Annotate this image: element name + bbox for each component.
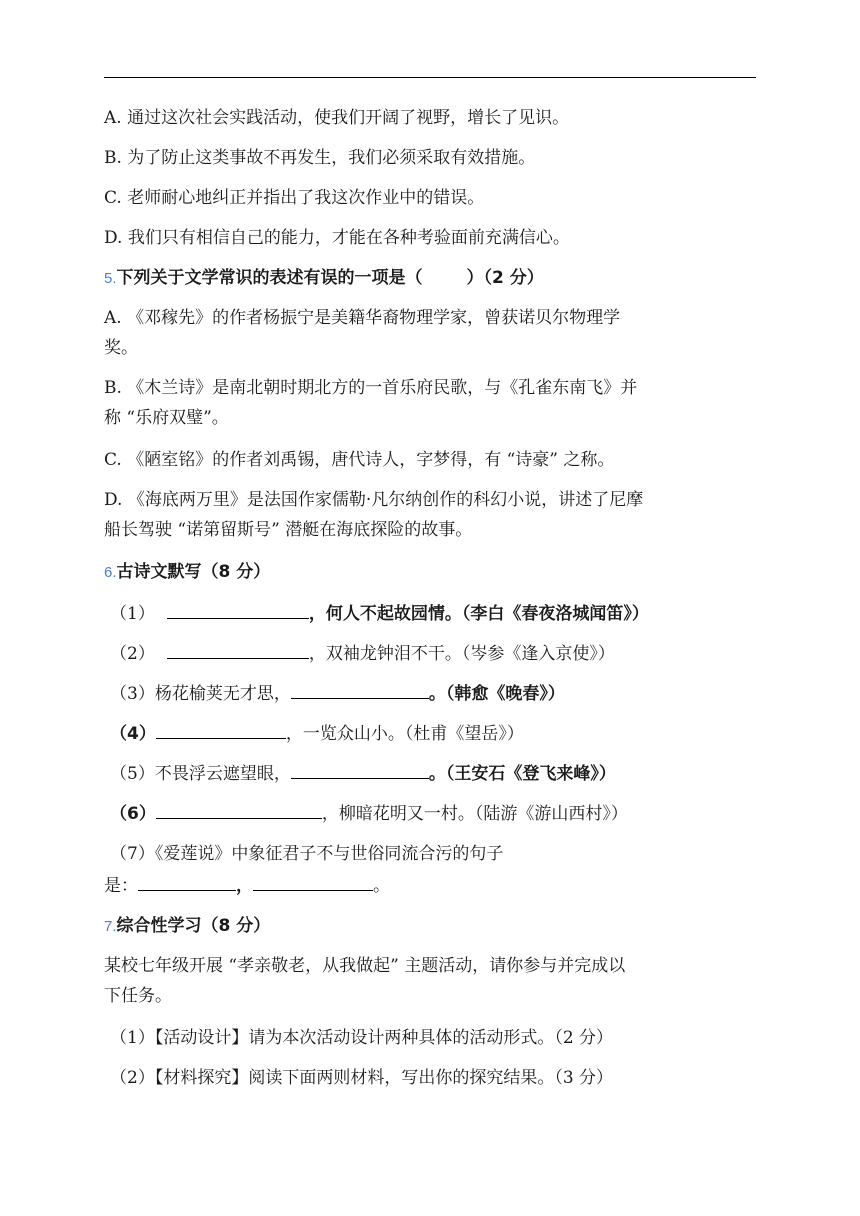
q6-item-3-post: 。（韩愈《晚春》） — [428, 684, 565, 704]
q6-item-1 — [110, 600, 649, 626]
q6-item-6-blank[interactable] — [156, 800, 322, 819]
q5-heading — [104, 266, 544, 291]
q5-option-b-line1: B. 《木兰诗》是南北朝时期北方的一首乐府民歌，与《孔雀东南飞》并 — [104, 378, 638, 398]
q6-item-4-post: ，一览众山小。（杜甫《望岳》） — [285, 724, 524, 744]
q6-item-3-label: （3） — [110, 684, 155, 704]
q7-intro-line2: 下任务。 — [104, 986, 172, 1006]
q6-item-6-label: （6） — [110, 804, 156, 824]
q6-item-7-end: 。 — [373, 876, 390, 896]
q6-item-4 — [110, 720, 524, 746]
q6-item-7-blank-1[interactable] — [138, 872, 236, 891]
q6-title: 古诗文默写（8 分） — [116, 562, 271, 582]
q6-item-1-blank[interactable] — [167, 600, 309, 619]
q5-option-a-line1: A. 《邓稼先》的作者杨振宁是美籍华裔物理学家，曾获诺贝尔物理学 — [104, 308, 621, 328]
q6-item-4-blank[interactable] — [156, 720, 286, 739]
q7-task-1: （1）【活动设计】请为本次活动设计两种具体的活动形式。（2 分） — [110, 1028, 614, 1048]
q6-item-7-line2 — [104, 872, 390, 898]
q6-item-2-blank[interactable] — [167, 640, 309, 659]
q7-heading — [104, 914, 270, 939]
q6-number: 6. — [104, 564, 117, 581]
q5-option-d-line1: D. 《海底两万里》是法国作家儒勒·凡尔纳创作的科幻小说，讲述了尼摩 — [104, 490, 644, 510]
q4-option-c: C. 老师耐心地纠正并指出了我这次作业中的错误。 — [104, 188, 485, 208]
q6-item-7-sep: ， — [236, 876, 253, 896]
q6-item-5-post: 。（王安石《登飞来峰》） — [428, 764, 616, 784]
q6-item-7 — [110, 842, 503, 866]
q5-stem: 下列关于文学常识的表述有误的一项是（ — [116, 268, 423, 288]
q5-option-c: C. 《陋室铭》的作者刘禹锡，唐代诗人，字梦得，有 “诗豪” 之称。 — [104, 450, 615, 470]
q4-option-a: A. 通过这次社会实践活动，使我们开阔了视野，增长了见识。 — [104, 108, 570, 128]
q6-item-5-label: （5） — [110, 764, 155, 784]
q7-title: 综合性学习（8 分） — [116, 916, 271, 936]
q6-item-5-blank[interactable] — [291, 760, 429, 779]
q6-item-7-label: （7） — [110, 844, 155, 864]
q6-item-5 — [110, 760, 616, 786]
q5-option-b-line2: 称 “乐府双璧”。 — [104, 408, 229, 428]
q5-option-a-line2: 奖。 — [104, 338, 138, 358]
q6-item-7-blank-2[interactable] — [253, 872, 373, 891]
q6-item-4-label: （4） — [110, 724, 156, 744]
q4-option-b: B. 为了防止这类事故不再发生，我们必须采取有效措施。 — [104, 148, 536, 168]
q6-item-3-pre: 杨花榆荚无才思， — [154, 684, 291, 704]
q6-item-7-pre: 《爱莲说》中象征君子不与世俗同流合污的句子 — [154, 844, 504, 864]
q5-option-d-line2: 船长驾驶 “诺第留斯号” 潜艇在海底探险的故事。 — [104, 520, 473, 540]
q6-item-1-post: ，何人不起故园情。（李白《春夜洛城闻笛》） — [308, 604, 649, 624]
q7-intro-line1: 某校七年级开展 “孝亲敬老，从我做起” 主题活动，请你参与并完成以 — [104, 956, 626, 976]
q5-number: 5. — [104, 270, 117, 287]
q4-option-d: D. 我们只有相信自己的能力，才能在各种考验面前充满信心。 — [104, 228, 570, 248]
q6-item-1-label: （1） — [110, 604, 155, 624]
q6-item-2-post: ，双袖龙钟泪不干。（岑参《逢入京使》） — [308, 644, 615, 664]
q6-item-3 — [110, 680, 565, 706]
q7-number: 7. — [104, 918, 117, 935]
q6-item-2-label: （2） — [110, 644, 155, 664]
q5-stem-close: ）（2 分） — [466, 268, 544, 288]
q6-item-6-post: ，柳暗花明又一村。（陆游《游山西村》） — [321, 804, 628, 824]
header-rule — [104, 77, 756, 78]
q7-task-2: （2）【材料探究】阅读下面两则材料，写出你的探究结果。（3 分） — [110, 1068, 614, 1088]
q6-heading — [104, 560, 270, 585]
q6-item-6 — [110, 800, 628, 826]
q6-item-7-prefix: 是： — [104, 876, 138, 896]
q6-item-3-blank[interactable] — [291, 680, 429, 699]
q6-item-2 — [110, 640, 615, 666]
q6-item-5-pre: 不畏浮云遮望眼， — [154, 764, 291, 784]
